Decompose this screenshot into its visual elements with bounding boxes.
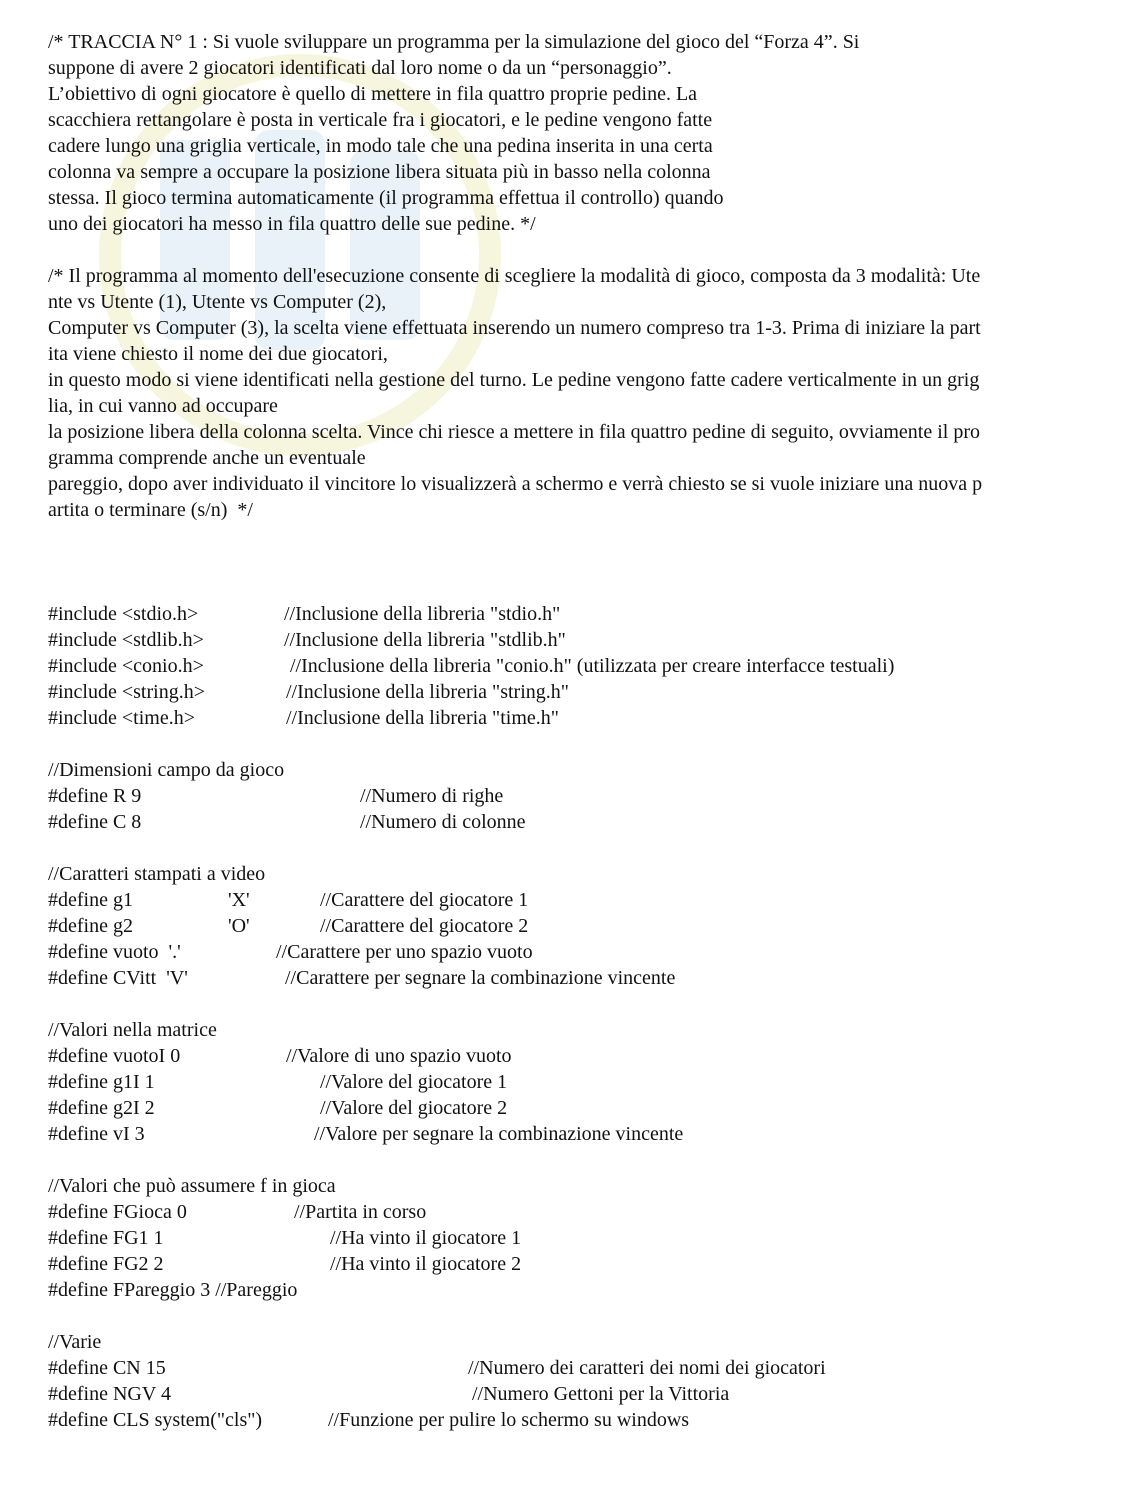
intro-line: L’obiettivo di ogni giocatore è quello di mettere in fila quattro proprie pedine. La <box>48 83 698 105</box>
code-comment: //Carattere del giocatore 2 <box>320 915 529 937</box>
code-comment: //Inclusione della libreria "string.h" <box>286 681 569 703</box>
code-line: //Varie <box>48 1331 102 1353</box>
code-comment: //Valore di uno spazio vuoto <box>286 1045 512 1067</box>
code-comment: //Valore del giocatore 2 <box>320 1097 508 1119</box>
code-value: 'O' <box>228 915 250 937</box>
code-comment: //Inclusione della libreria "stdio.h" <box>284 603 561 625</box>
code-line: //Dimensioni campo da gioco <box>48 759 285 781</box>
code-comment: //Numero di colonne <box>360 811 526 833</box>
code-line: #define g2 <box>48 915 133 937</box>
code-line: #define CLS system("cls") <box>48 1409 263 1431</box>
code-comment: //Inclusione della libreria "conio.h" (utilizzata per creare interfacce testuali) <box>290 655 895 677</box>
code-line: #define CVitt 'V' <box>48 967 188 989</box>
code-line: #define NGV 4 <box>48 1383 171 1405</box>
desc-line: artita o terminare (s/n) */ <box>48 499 253 521</box>
code-line: #include <stdlib.h> <box>48 629 204 651</box>
desc-line: Computer vs Computer (3), la scelta viene effettuata inserendo un numero compreso tra 1-3. Prima di iniziare la part <box>48 317 981 339</box>
desc-line: ita viene chiesto il nome dei due giocatori, <box>48 343 388 365</box>
code-comment: //Inclusione della libreria "stdlib.h" <box>284 629 566 651</box>
code-line: //Valori nella matrice <box>48 1019 217 1041</box>
code-line: #define CN 15 <box>48 1357 166 1379</box>
intro-line: cadere lungo una griglia verticale, in modo tale che una pedina inserita in una certa <box>48 135 713 157</box>
code-comment: //Ha vinto il giocatore 1 <box>330 1227 522 1249</box>
code-line: #define vuotoI 0 <box>48 1045 181 1067</box>
code-line: #define R 9 <box>48 785 142 807</box>
code-comment: //Valore del giocatore 1 <box>320 1071 508 1093</box>
desc-line: la posizione libera della colonna scelta. Vince chi riesce a mettere in fila quattro pedine di seguito, ovviamente il pro <box>48 421 980 443</box>
intro-line: suppone di avere 2 giocatori identificati dal loro nome o da un “personaggio”. <box>48 57 672 79</box>
code-line: #define g1 <box>48 889 133 911</box>
code-line: #define vI 3 <box>48 1123 145 1145</box>
code-line: #define FPareggio 3 //Pareggio <box>48 1279 298 1301</box>
code-line: #define g1I 1 <box>48 1071 155 1093</box>
desc-line: nte vs Utente (1), Utente vs Computer (2), <box>48 291 387 313</box>
code-line: #define C 8 <box>48 811 142 833</box>
code-comment: //Ha vinto il giocatore 2 <box>330 1253 522 1275</box>
desc-line: in questo modo si viene identificati nella gestione del turno. Le pedine vengono fatte cadere verticalmente in un grig <box>48 369 980 391</box>
code-line: #define vuoto '.' <box>48 941 181 963</box>
code-line: #include <conio.h> <box>48 655 204 677</box>
code-line: #define g2I 2 <box>48 1097 155 1119</box>
code-comment: //Partita in corso <box>294 1201 427 1223</box>
code-value: 'X' <box>228 889 250 911</box>
code-comment: //Carattere per segnare la combinazione vincente <box>285 967 676 989</box>
code-line: //Caratteri stampati a video <box>48 863 266 885</box>
code-comment: //Valore per segnare la combinazione vincente <box>314 1123 684 1145</box>
desc-line: pareggio, dopo aver individuato il vincitore lo visualizzerà a schermo e verrà chiesto se si vuole iniziare una nuova p <box>48 473 983 495</box>
desc-line: lia, in cui vanno ad occupare <box>48 395 278 417</box>
code-comment: //Funzione per pulire lo schermo su windows <box>328 1409 690 1431</box>
code-line: //Valori che può assumere f in gioca <box>48 1175 336 1197</box>
desc-line: gramma comprende anche un eventuale <box>48 447 366 469</box>
code-line: #include <stdio.h> <box>48 603 199 625</box>
intro-line: stessa. Il gioco termina automaticamente (il programma effettua il controllo) quando <box>48 187 724 209</box>
code-comment: //Carattere del giocatore 1 <box>320 889 529 911</box>
code-line: #include <time.h> <box>48 707 195 729</box>
code-comment: //Numero di righe <box>360 785 504 807</box>
code-line: #define FGioca 0 <box>48 1201 187 1223</box>
intro-line: /* TRACCIA N° 1 : Si vuole sviluppare un programma per la simulazione del gioco del “Forza 4”. Si <box>48 31 860 53</box>
code-comment: //Numero Gettoni per la Vittoria <box>472 1383 730 1405</box>
desc-line: /* Il programma al momento dell'esecuzione consente di scegliere la modalità di gioco, composta da 3 modalità: Ute <box>48 265 981 287</box>
intro-line: uno dei giocatori ha messo in fila quattro delle sue pedine. */ <box>48 213 536 235</box>
intro-line: scacchiera rettangolare è posta in verticale fra i giocatori, e le pedine vengono fatte <box>48 109 713 131</box>
intro-line: colonna va sempre a occupare la posizione libera situata più in basso nella colonna <box>48 161 711 183</box>
code-line: #define FG2 2 <box>48 1253 164 1275</box>
code-comment: //Numero dei caratteri dei nomi dei giocatori <box>468 1357 826 1379</box>
code-comment: //Inclusione della libreria "time.h" <box>286 707 559 729</box>
code-comment: //Carattere per uno spazio vuoto <box>276 941 533 963</box>
code-line: #include <string.h> <box>48 681 205 703</box>
code-line: #define FG1 1 <box>48 1227 164 1249</box>
